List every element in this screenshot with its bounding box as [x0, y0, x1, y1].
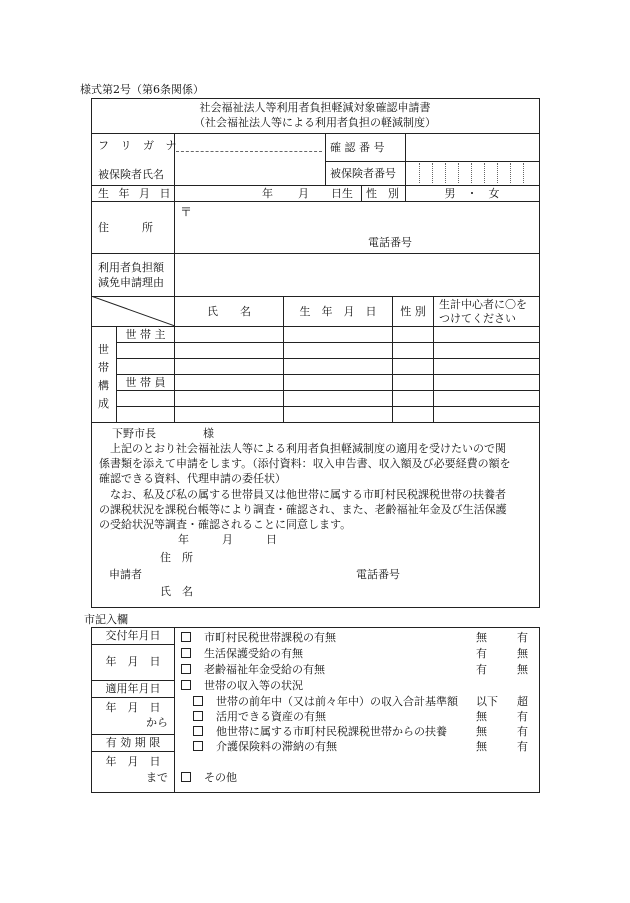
option-a[interactable]: 無 — [476, 725, 487, 738]
issue-date-value: 年 月 日 — [105, 655, 161, 668]
check-item-label: その他 — [204, 771, 237, 784]
form-id: 様式第2号（第6条関係） — [80, 83, 204, 96]
declaration-line: の課税状況を課税台帳等により調査・確認され、また、老齢福祉年金及び生活保護 — [99, 503, 507, 516]
declaration-line: 上記のとおり社会福祉法人等による利用者負担軽減制度の適用を受けたいので関 — [99, 442, 506, 455]
birth-year-unit: 年 — [262, 187, 273, 200]
household-head-label: 世 帯 主 — [125, 328, 166, 341]
option-b[interactable]: 有 — [517, 725, 528, 738]
valid-label: 有 効 期 限 — [105, 736, 161, 749]
sex-options[interactable]: 男 ・ 女 — [444, 187, 500, 200]
valid-value: 年 月 日 — [105, 755, 161, 768]
checkbox[interactable] — [193, 741, 203, 751]
option-a[interactable]: 無 — [476, 710, 487, 723]
col-name: 氏 名 — [207, 305, 251, 318]
apply-from: から — [146, 716, 168, 729]
option-b[interactable]: 無 — [517, 647, 528, 660]
checkbox[interactable] — [181, 648, 191, 658]
col-birth: 生 年 月 日 — [299, 305, 377, 318]
option-a[interactable]: 以下 — [476, 695, 498, 708]
declaration-line: 確認できる資料、代理申請の委任状） — [99, 472, 286, 485]
furigana-field[interactable] — [176, 136, 324, 150]
insured-name-field[interactable] — [176, 154, 324, 182]
option-a[interactable]: 無 — [476, 631, 487, 644]
postal-mark: 〒 — [180, 205, 193, 219]
group-label-2: 帯 — [98, 361, 109, 374]
address-phone-label: 電話番号 — [368, 236, 412, 249]
group-label-4: 成 — [98, 397, 109, 410]
confirm-no-field[interactable] — [407, 135, 537, 159]
option-a[interactable]: 有 — [476, 647, 487, 660]
check-item-label: 世帯の前年中（又は前々年中）の収入合計基準額 — [216, 695, 458, 708]
option-b[interactable]: 超 — [517, 695, 528, 708]
application-date: 年 月 日 — [178, 533, 277, 546]
check-item-label: 市町村民税世帯課税の有無 — [204, 631, 336, 644]
col-main-earner-1: 生計中心者に〇を — [439, 298, 527, 311]
declaration-line: なお、私及び私の属する世帯員又は他世帯に属する市町村民税課税世帯の扶養者 — [99, 488, 506, 501]
header-diagonal — [91, 296, 175, 326]
option-b[interactable]: 有 — [517, 631, 528, 644]
group-label-1: 世 — [98, 343, 109, 356]
valid-until: まで — [146, 771, 168, 784]
household-member-label: 世 帯 員 — [125, 376, 166, 389]
checkbox[interactable] — [181, 664, 191, 674]
reason-label-2: 減免申請理由 — [98, 276, 164, 289]
confirm-no-label: 確 認 番 号 — [330, 141, 385, 154]
form-title: 社会福祉法人等利用者負担軽減対象確認申請書 — [199, 101, 431, 114]
birth-day-unit: 日生 — [331, 187, 353, 200]
form-subtitle: （社会福祉法人等による利用者負担の軽減制度） — [194, 116, 436, 129]
office-use-heading: 市記入欄 — [84, 613, 128, 626]
check-item-label: 活用できる資産の有無 — [216, 710, 326, 723]
addressee: 下野市長 — [112, 427, 156, 440]
declaration-line: 係書類を添えて申請をします。（添付資料：収入申告書、収入額及び必要経費の額を — [99, 457, 511, 470]
birth-label: 生 年 月 日 — [98, 187, 174, 200]
check-item-label: 生活保護受給の有無 — [204, 647, 303, 660]
address-label: 住 所 — [98, 221, 153, 234]
address-field[interactable] — [176, 204, 536, 250]
option-a[interactable]: 無 — [476, 740, 487, 753]
checkbox[interactable] — [181, 680, 191, 690]
addressee-honorific: 様 — [203, 427, 214, 440]
applicant-address-label: 住 所 — [160, 551, 193, 564]
issue-date-label: 交付年月日 — [105, 629, 161, 642]
declaration-line: の受給状況等調査・確認されることに同意します。 — [99, 518, 352, 531]
col-sex: 性 別 — [400, 305, 426, 318]
birth-month-unit: 月 — [298, 187, 309, 200]
checkbox[interactable] — [181, 772, 191, 782]
col-main-earner-2: つけてください — [439, 312, 516, 325]
reason-field[interactable] — [176, 256, 536, 294]
apply-date-label: 適用年月日 — [105, 682, 161, 695]
applicant-label: 申請者 — [109, 568, 142, 581]
checkbox[interactable] — [193, 726, 203, 736]
option-b[interactable]: 無 — [517, 663, 528, 676]
reason-label-1: 利用者負担額 — [98, 261, 164, 274]
option-b[interactable]: 有 — [517, 710, 528, 723]
check-item-label: 介護保険料の滞納の有無 — [216, 740, 337, 753]
apply-date-value: 年 月 日 — [105, 701, 161, 714]
group-label-3: 構 — [98, 379, 109, 392]
insured-no-label: 被保険者番号 — [330, 167, 396, 180]
checkbox[interactable] — [193, 711, 203, 721]
check-item-label: 老齢福祉年金受給の有無 — [204, 663, 325, 676]
check-item-label: 他世帯に属する市町村民税課税世帯からの扶養 — [216, 725, 447, 738]
option-a[interactable]: 有 — [476, 663, 487, 676]
applicant-name-label: 氏 名 — [160, 585, 193, 598]
checkbox[interactable] — [193, 696, 203, 706]
furigana-label: フ リ ガ ナ — [98, 139, 181, 152]
insured-no-field[interactable] — [407, 163, 537, 183]
option-b[interactable]: 有 — [517, 740, 528, 753]
sex-label: 性 別 — [366, 187, 399, 200]
insured-name-label: 被保険者氏名 — [98, 168, 164, 181]
checkbox[interactable] — [181, 632, 191, 642]
applicant-phone-label: 電話番号 — [356, 568, 400, 581]
check-item-label: 世帯の収入等の状況 — [204, 679, 303, 692]
